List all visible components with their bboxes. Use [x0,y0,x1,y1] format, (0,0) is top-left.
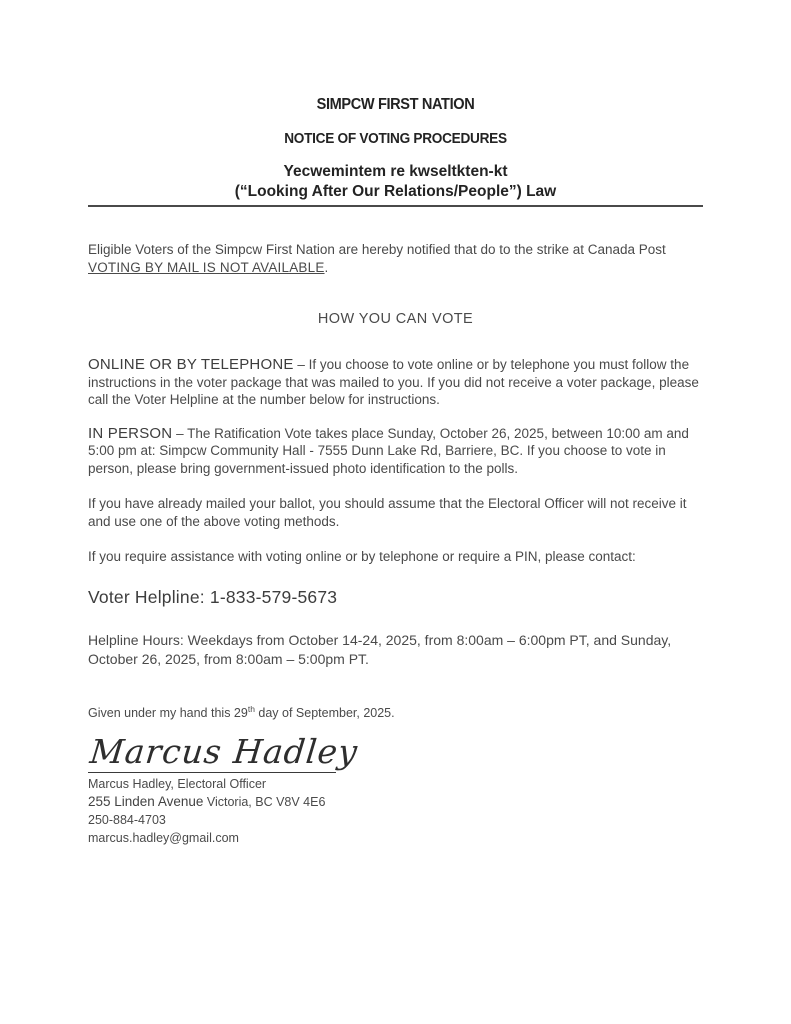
notice-title: NOTICE OF VOTING PROCEDURES [284,131,507,147]
document-header [88,96,703,201]
assistance-paragraph: If you require assistance with voting online or by telephone or require a PIN, please contact: [88,549,636,564]
online-telephone-body: – If you choose to vote online or by telephone you must follow the instructions in the voter package that was mailed to you. If you did not receive a voter package, please call the Voter Helpline at the number below for instructions. [88,357,699,407]
org-title: SIMPCW FIRST NATION [316,96,475,113]
signature-area [88,732,360,773]
strike-notice-period: . [324,259,329,275]
signature-script: Marcus Hadley [88,732,360,772]
header-divider [88,205,703,207]
strike-notice-text: Eligible Voters of the Simpcw First Nation are hereby notified that do to the strike at Canada Post [88,242,666,257]
officer-address [88,793,703,811]
attestation-line [88,704,703,720]
mailed-ballot-paragraph: If you have already mailed your ballot, you should assume that the Electoral Officer will not receive it and use one of the above voting methods. [88,496,687,529]
in-person-body: – The Ratification Vote takes place Sunday, October 26, 2025, between 10:00 am and 5:00 pm at: Simpcw Community Hall - 7555 Dunn Lake Rd, Barriere, BC. If you choose to vote in person, please bring government-issued photo identification to the polls. [88,425,689,476]
officer-phone: 250-884-4703 [88,813,166,828]
voter-helpline-number: Voter Helpline: 1-833-579-5673 [88,586,338,607]
law-title-secwepemc: Yecwemintem re kwseltkten-kt [283,163,508,180]
officer-address-city: Victoria, BC V8V 4E6 [203,795,326,810]
officer-name-title: Marcus Hadley, Electoral Officer [88,777,267,792]
electoral-officer-contact-block [88,775,703,847]
officer-address-street: 255 Linden Avenue [88,794,204,810]
strike-notice-paragraph [88,241,703,276]
in-person-paragraph [88,425,703,478]
helpline-hours-paragraph: Helpline Hours: Weekdays from October 14-24, 2025, from 8:00am – 6:00pm PT, and Sunday, October 26, 2025, from 8:00am – 5:00pm PT. [88,631,672,667]
how-to-vote-heading: HOW YOU CAN VOTE [317,311,474,327]
law-title-english: (“Looking After Our Relations/People”) Law [234,183,557,200]
ordinal-suffix: th [247,703,255,714]
document-content [88,0,703,847]
in-person-lead: IN PERSON [88,424,173,442]
officer-email: marcus.hadley@gmail.com [88,831,239,846]
online-telephone-lead: ONLINE OR BY TELEPHONE [88,356,294,373]
attestation-pre: Given under my hand this 29 [88,705,248,720]
online-telephone-paragraph [88,356,703,409]
attestation-post: day of September, 2025. [254,705,395,720]
no-mail-voting-emphasis: VOTING BY MAIL IS NOT AVAILABLE [88,259,325,275]
